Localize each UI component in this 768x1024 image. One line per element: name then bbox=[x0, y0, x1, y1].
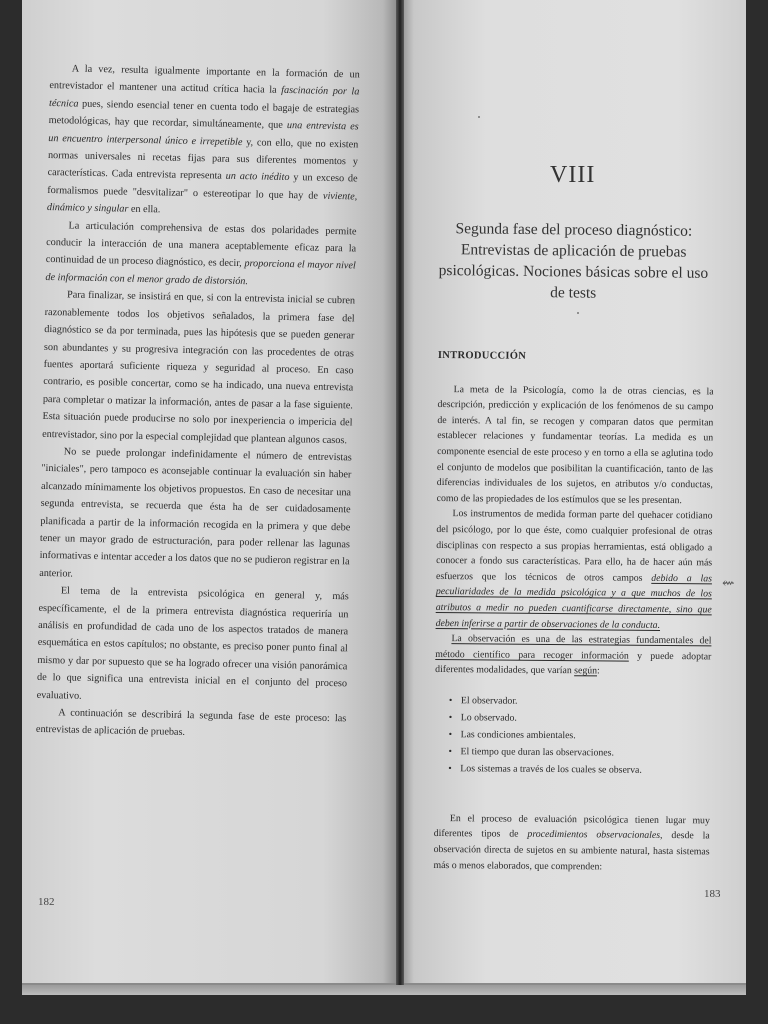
speck-mark-2 bbox=[577, 312, 579, 314]
right-page-number: 183 bbox=[704, 888, 721, 900]
text-run: pues, siendo esencial tener en cuenta todo el bagaje de estrategias metodológicas, hay que recordar, simultáneamente, que bbox=[48, 98, 360, 132]
text-run: Los instrumentos de medida forman parte del quehacer cotidiano del psicólogo, por lo que éste, como cualquier profesional de otras disciplinas con respecto a sus propias herramientas, está obligado a conocer a fondo sus características. Para ello, ha de hacer aún más esfuerzos que los técnicos de otros campos bbox=[435, 508, 713, 584]
list-item: • El tiempo que duran las observaciones. bbox=[448, 743, 710, 762]
paragraph bbox=[39, 443, 352, 589]
paragraph bbox=[436, 506, 713, 633]
paragraph bbox=[45, 217, 356, 293]
text-run: A la vez, resulta igualmente importante en la formación de un entrevistador el mantener una actitud crítica hacia la bbox=[49, 63, 360, 97]
text-run: Para finalizar, se insistirá en que, si con la entrevista inicial se cubren razonablemente todos los objetivos señalados, la primera fase del diagnóstico se da por terminada, pues las hipótesis que se pueden generar son abundantes y su progresiva integración con las procedentes de otras fuentes aportará suficiente riqueza y seguridad al proceso. En caso contrario, es posible concertar, como se ha indicado, una nueva entrevista para completar o matizar la información, antes de pasar a la fase siguiente. Esta situación puede producirse no solo por inexperiencia o impericia del entrevistador, sino por la especial complejidad que plantean algunos casos. bbox=[42, 289, 356, 446]
text-run: una entrevista es un encuentro interpersonal único e irrepetible bbox=[48, 120, 359, 148]
paragraph bbox=[42, 286, 355, 449]
text-run: y puede adoptar diferentes modalidades, que varían bbox=[435, 650, 712, 677]
closing-paragraph bbox=[433, 811, 710, 876]
page-bottom-edge bbox=[22, 985, 746, 995]
text-run: La observación es una de las estrategias fundamentales del método científico para recoger información bbox=[435, 633, 712, 662]
paragraph bbox=[36, 704, 347, 745]
chapter-title: Segunda fase del proceso diagnóstico: Entrevistas de aplicación de pruebas psicológicas. Nociones básicas sobre el uso de tests bbox=[438, 220, 709, 302]
text-run: La articulación comprehensiva de estas dos polaridades permite conducir la interacción de una manera aceptablemente eficaz para la continuidad de un proceso diagnóstico, es decir, bbox=[45, 220, 357, 270]
text-run: La meta de la Psicología, como la de otras ciencias, es la descripción, predicción y explicación de los fenómenos de su campo de interés. A tal fin, se recogen y comparan datos que permitan establecer relaciones y fundamentar teorías. La medida es un componente esencial de este proceso y en torno a ella se aglutina todo el conjunto de modelos que posibilitan la cuantificación, tanto de las diferencias individuales de los sujetos, en atributos y/o conductas, como de las propiedades de los estímulos que se les presentan. bbox=[436, 383, 714, 506]
text-run: fascinación por la técnica bbox=[48, 85, 360, 110]
observation-factors-list bbox=[448, 692, 711, 779]
text-run: un acto inédito bbox=[225, 171, 290, 184]
book-gutter bbox=[396, 0, 404, 990]
left-page-body bbox=[36, 60, 360, 745]
section-heading: INTRODUCCIÓN bbox=[437, 349, 527, 362]
text-run: : bbox=[597, 665, 600, 677]
paragraph bbox=[437, 382, 714, 509]
text-run: A continuación se describirá la segunda fase de este proceso: las entrevistas de aplicación de pruebas. bbox=[35, 707, 347, 739]
list-item: • Las condiciones ambientales. bbox=[449, 726, 711, 745]
text-run: procedimientos observacionales bbox=[527, 829, 661, 842]
paragraph bbox=[47, 60, 360, 223]
paragraph bbox=[435, 631, 711, 680]
right-page-body bbox=[433, 348, 714, 876]
handwritten-arrow-icon: ⇜ bbox=[722, 576, 735, 592]
text-run: proporciona el mayor nivel de información con el menor grado de distorsión. bbox=[45, 258, 356, 288]
intro-paragraphs bbox=[435, 382, 714, 681]
chapter-number: VIII bbox=[550, 162, 596, 188]
text-run: No se puede prolongar indefinidamente el número de entrevistas "iniciales", pero tampoco es aconsejable continuar la evaluación sin haber alcanzado mínimamente los objetivos propuestos. En caso de necesitar una segunda entrevista, se recuerda que ésta ha de ser cuidadosamente planificada a partir de la información recogida en la primera y que debe tener un mayor grado de estructuración, para poder rellenar las lagunas informativas e intentar acceder a los datos que no se pudieron registrar en la anterior. bbox=[39, 446, 352, 580]
text-run: El tema de la entrevista psicológica en general y, más específicamente, el de la primera entrevista diagnóstica requeriría un análisis en profundidad de cada uno de los aspectos tratados de manera esquemática en estos capítulos; no obstante, es preciso poner punto final al mismo y dar por supuesto que se ha logrado ofrecer una visión panorámica de lo que significa una entrevista inicial en el conjunto del proceso evaluativo. bbox=[36, 585, 349, 702]
text-run: y, con ello, que no existen normas universales ni recetas fijas para sus diferentes momentos y características. Cada entrevista representa bbox=[47, 136, 359, 183]
list-item: • El observador. bbox=[449, 692, 711, 711]
text-run: debido a las peculiaridades de la medida psicológica y a que muchos de los atributos a medir no pueden cuantificarse directamente, sino que deben inferirse a partir de observaciones de la conducta. bbox=[435, 572, 713, 631]
text-run: , desde la observación directa de sujetos en su ambiente natural, hasta sistemas más o menos elaborados, que comprenden: bbox=[433, 830, 710, 873]
text-run: según bbox=[574, 665, 598, 677]
left-page-number: 182 bbox=[38, 896, 55, 908]
paragraph bbox=[37, 582, 349, 710]
list-item: • Lo observado. bbox=[449, 709, 711, 728]
text-run: En el proceso de evaluación psicológica tienen lugar muy diferentes tipos de bbox=[433, 812, 710, 841]
list-item: • Los sistemas a través de los cuales se observa. bbox=[448, 760, 710, 779]
text-run: en ella. bbox=[128, 203, 161, 216]
text-run: y un exceso de formalismos puede "desvitalizar" o estereotipar lo que hay de bbox=[47, 172, 358, 202]
speck-mark bbox=[478, 116, 480, 118]
text-run: viviente, dinámico y singular bbox=[46, 190, 358, 215]
